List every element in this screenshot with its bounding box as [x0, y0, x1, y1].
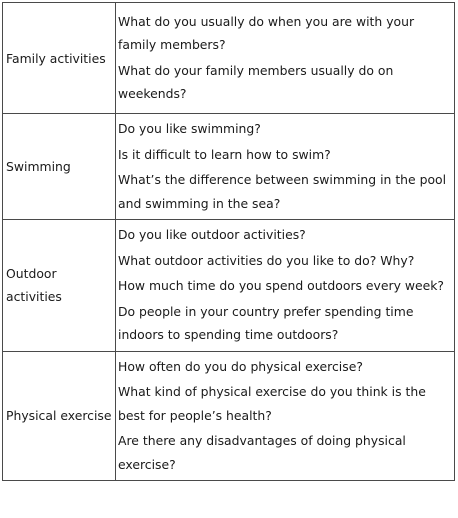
topic-cell: Family activities	[3, 3, 116, 114]
question-text: What do you usually do when you are with your family members?	[118, 13, 415, 52]
table-row-family-activities	[3, 3, 455, 114]
topics-table	[2, 2, 455, 481]
question-text: How much time do you spend outdoors every week?	[118, 278, 445, 293]
question-text: What do your family members usually do on weekends?	[118, 62, 394, 101]
questions-cell	[116, 351, 455, 481]
question-text: Do you like swimming?	[118, 121, 261, 136]
questions-cell	[116, 220, 455, 352]
table-row-swimming	[3, 114, 455, 220]
table-row-outdoor-activities	[3, 220, 455, 352]
question-text: How often do you do physical exercise?	[118, 358, 363, 374]
topic-cell: Outdoor activities	[3, 220, 116, 352]
question-text: What’s the difference between swimming in the pool and swimming in the sea?	[118, 172, 447, 211]
question-text: Are there any disadvantages of doing physical exercise?	[118, 433, 406, 472]
question-text: Do you like outdoor activities?	[118, 227, 306, 242]
question-text: What kind of physical exercise do you think is the best for people’s health?	[118, 384, 426, 423]
topic-cell: Physical exercise	[3, 351, 116, 481]
table-row-physical-exercise	[3, 351, 455, 481]
question-text: What outdoor activities do you like to do? Why?	[118, 252, 415, 268]
question-text: Is it difficult to learn how to swim?	[118, 146, 331, 162]
questions-cell	[116, 3, 455, 114]
questions-cell	[116, 114, 455, 220]
topic-cell: Swimming	[3, 114, 116, 220]
question-text: Do people in your country prefer spending time indoors to spending time outdoors?	[118, 303, 414, 342]
